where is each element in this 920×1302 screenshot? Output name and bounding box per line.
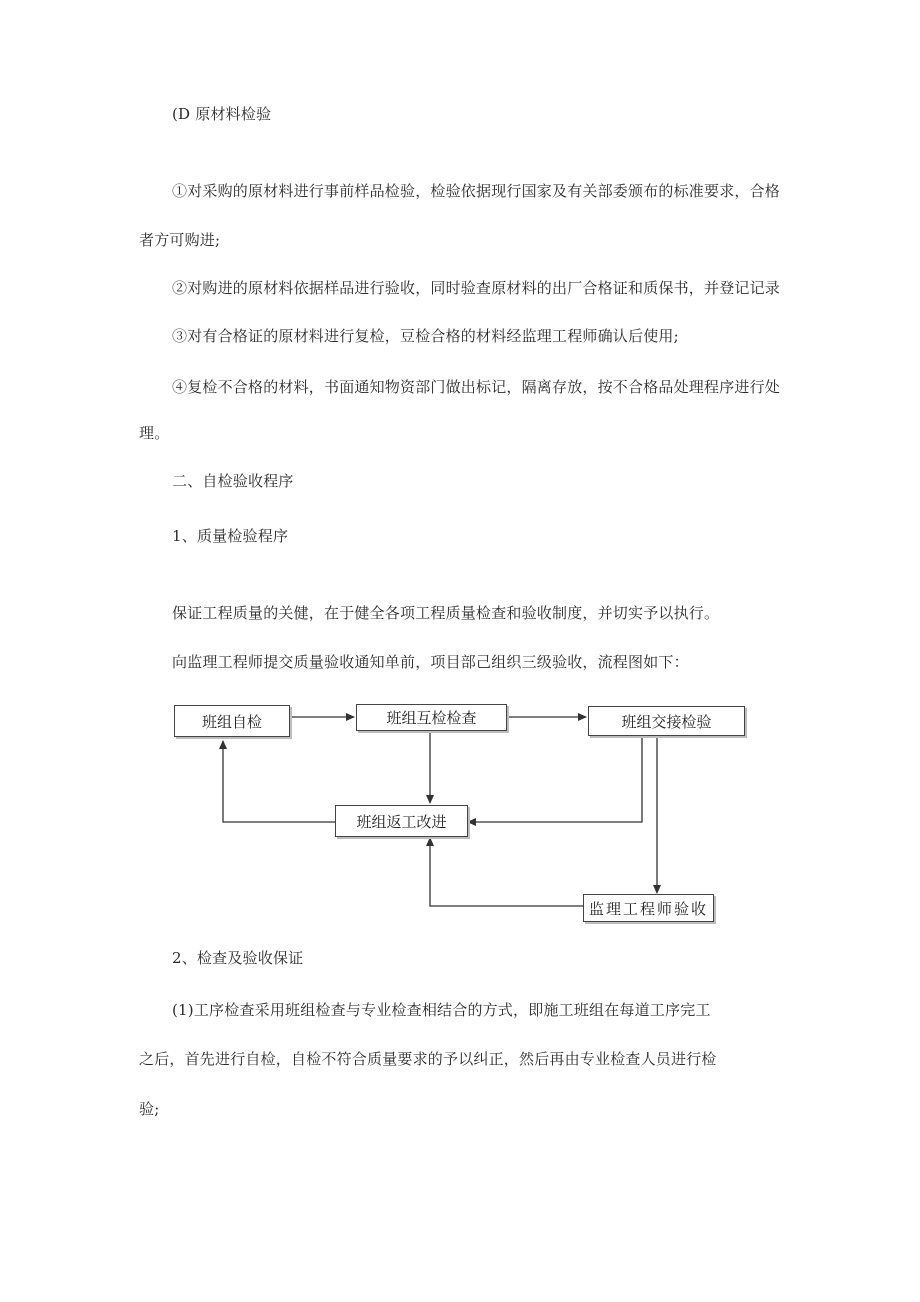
section-heading-self-inspection: 二、自检验收程序 [172, 472, 294, 490]
paragraph-line: ③对有合格证的原材料进行复检，豆检合格的材料经监理工程师确认后使用; [172, 327, 679, 345]
paragraph-line: 者方可购进; [139, 231, 221, 249]
node-rework: 班组返工改进 [335, 805, 468, 837]
paragraph-line: ④复检不合格的材料，书面通知物资部门做出标记，隔离存放，按不合格品处理程序进行处 [172, 378, 781, 396]
node-self-check: 班组自检 [174, 705, 290, 737]
paragraph-line: 之后，首先进行自检，自检不符合质量要求的予以纠正，然后再由专业检查人员进行检 [139, 1050, 717, 1068]
subsection-heading-quality-procedure: 1、质量检验程序 [172, 527, 289, 545]
arrow-supervisor-to-rework [430, 838, 583, 906]
paragraph-line: ①对采购的原材料进行事前样品检验，检验依据现行国家及有关部委颁布的标准要求，合格 [172, 182, 781, 200]
node-supervisor-check: 监理工程师验收 [583, 894, 714, 922]
paragraph-line: 保证工程质量的关健，在于健全各项工程质量检查和验收制度，并切实予以执行。 [172, 604, 720, 622]
subsection-heading-inspection-guarantee: 2、检查及验收保证 [172, 949, 304, 967]
paragraph-line: 向监理工程师提交质量验收通知单前，项目部己组织三级验收，流程图如下： [172, 653, 689, 671]
paragraph-line: ②对购进的原材料依据样品进行验收，同时验查原材料的出厂合格证和质保书，并登记记录 [172, 279, 781, 297]
section-heading-raw-material: (D 原材料检验 [172, 105, 272, 123]
arrow-rework-to-self [223, 741, 335, 822]
paragraph-line: 理。 [139, 424, 170, 442]
paragraph-line: (1)工序检查采用班组检查与专业检查相结合的方式，即施工班组在每道工序完工 [172, 1001, 711, 1019]
paragraph-line: 验; [139, 1100, 160, 1118]
node-handover-check: 班组交接检验 [588, 706, 745, 736]
node-mutual-check: 班组互检检查 [356, 704, 507, 731]
arrow-handover-to-rework [468, 736, 642, 822]
